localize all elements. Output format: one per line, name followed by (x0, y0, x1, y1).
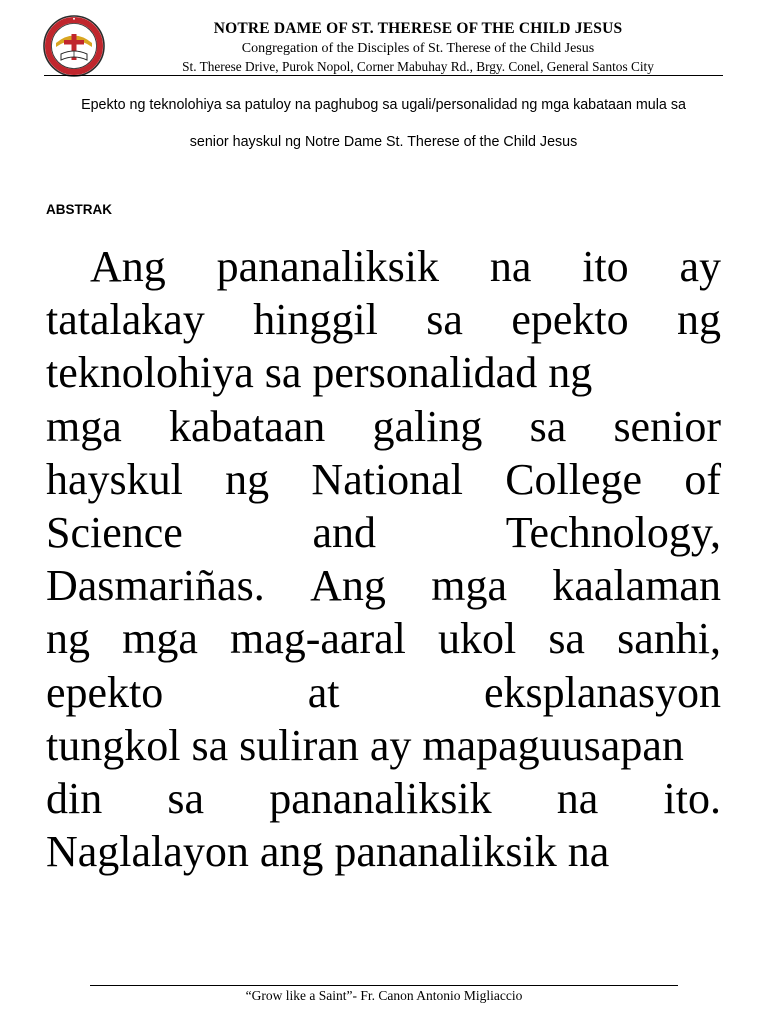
abstract-word: teknolohiya sa personalidad ng (46, 348, 593, 398)
abstract-word: Naglalayon ang pananaliksik na (46, 827, 610, 877)
abstract-word: galing (372, 401, 483, 451)
footer-divider (90, 985, 678, 986)
school-seal-icon (42, 14, 106, 78)
abstract-word: kaalaman (552, 561, 721, 611)
abstract-word: ng (677, 295, 721, 345)
abstract-word: hinggil (253, 295, 378, 345)
abstract-word: epekto (511, 295, 629, 345)
abstract-line (46, 506, 721, 559)
abstract-word: mga (122, 614, 198, 664)
letterhead (42, 12, 724, 76)
congregation-name: Congregation of the Disciples of St. Therese of the Child Jesus (241, 41, 595, 56)
abstract-word: Ang (90, 242, 166, 291)
abstract-word: ay (679, 242, 721, 291)
abstract-word: tatalakay (46, 295, 205, 345)
abstract-word: Dasmariñas. (46, 561, 265, 611)
footer-motto: “Grow like a Saint”- Fr. Canon Antonio Migliaccio (245, 988, 523, 1003)
abstract-word: ukol (437, 614, 517, 664)
abstract-word: mga (431, 561, 508, 611)
abstract-word: epekto (46, 667, 164, 717)
abstract-word: sa (548, 614, 585, 664)
abstract-line (46, 453, 721, 506)
abstract-word: Ang (310, 561, 386, 611)
abstract-word: tungkol sa suliran ay mapaguusapan (46, 720, 684, 770)
section-heading: ABSTRAK (46, 202, 112, 217)
abstract-word: sanhi, (617, 614, 721, 664)
abstract-line (46, 612, 721, 665)
abstract-word: na (489, 242, 532, 291)
title-line-2: senior hayskul ng Notre Dame St. Therese of the Child Jesus (189, 134, 578, 150)
abstract-word: pananaliksik (269, 774, 492, 824)
abstract-word: na (556, 774, 599, 824)
title-line-1: Epekto ng teknolohiya sa patuloy na paghubog sa ugali/personalidad ng mga kabataan mula sa (81, 97, 686, 113)
abstract-line (46, 559, 721, 612)
abstract-line (46, 666, 721, 719)
abstract-word: and (312, 508, 377, 558)
abstract-word: pananaliksik (216, 242, 439, 291)
abstract-word: Technology, (505, 508, 721, 558)
abstract-word: ng (46, 614, 90, 664)
abstract-word: sa (167, 774, 205, 824)
abstract-word: senior (613, 401, 721, 451)
abstract-word: ito. (663, 774, 721, 824)
abstract-word: ito (582, 242, 629, 291)
abstract-word: ng (225, 454, 270, 504)
abstract-line (46, 825, 721, 878)
header-divider (44, 75, 723, 76)
abstract-word: kabataan (168, 401, 326, 451)
abstract-word: College (505, 454, 643, 504)
abstract-word: of (684, 454, 721, 504)
abstract-word: eksplanasyon (483, 667, 721, 717)
abstract-word: at (307, 667, 340, 717)
abstract-line (46, 293, 721, 346)
abstract-line (46, 346, 721, 399)
abstract-word: Science (46, 508, 183, 558)
abstract-word: sa (529, 401, 567, 451)
abstract-line (46, 240, 721, 293)
abstract-line (46, 772, 721, 825)
school-name: NOTRE DAME OF ST. THERESE OF THE CHILD JESUS (213, 20, 623, 37)
abstract-word: sa (426, 295, 463, 345)
abstract-word: mga (46, 401, 122, 451)
abstract-line (46, 400, 721, 453)
abstract-word: din (46, 774, 103, 824)
abstract-word: mag-aaral (229, 614, 406, 664)
abstract-word: National (311, 454, 463, 504)
abstract-word: hayskul (46, 454, 183, 504)
abstract-body (46, 240, 721, 878)
school-address: St. Therese Drive, Purok Nopol, Corner Mabuhay Rd., Brgy. Conel, General Santos City (182, 59, 654, 74)
document-title (44, 87, 723, 161)
abstract-line (46, 719, 721, 772)
